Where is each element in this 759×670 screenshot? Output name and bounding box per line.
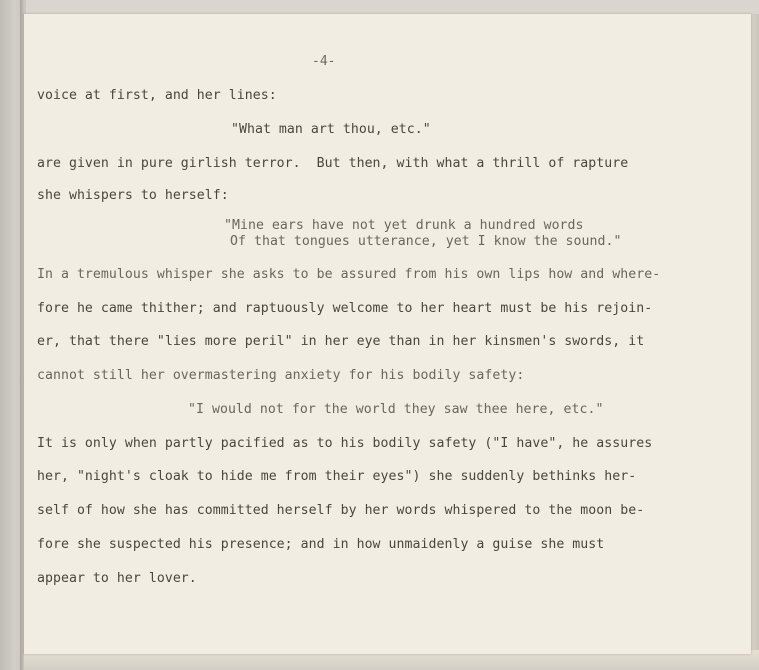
text-line: er, that there "lies more peril" in her eye than in her kinsmen's swords, it [37, 334, 645, 349]
quote-line: "I would not for the world they saw thee here, etc." [188, 402, 604, 417]
text-line: self of how she has committed herself by her words whispered to the moon be- [37, 503, 645, 518]
text-line: In a tremulous whisper she asks to be assured from his own lips how and where- [37, 267, 661, 282]
text-line: her, "night's cloak to hide me from their eyes") she suddenly bethinks her- [37, 469, 637, 484]
text-line: It is only when partly pacified as to his bodily safety ("I have", he assures [37, 436, 653, 451]
quote-line: Of that tongues utterance, yet I know the sound." [230, 234, 622, 249]
text-line: fore she suspected his presence; and in how unmaidenly a guise she must [37, 537, 605, 552]
text-line: fore he came thither; and raptuously welcome to her heart must be his rejoin- [37, 301, 653, 316]
text-line: are given in pure girlish terror. But then, with what a thrill of rapture [37, 156, 629, 171]
text-line: voice at first, and her lines: [37, 88, 277, 103]
quote-line: "Mine ears have not yet drunk a hundred words [224, 218, 584, 233]
page-number: -4- [312, 54, 336, 69]
quote-line: "What man art thou, etc." [231, 122, 431, 137]
text-line: appear to her lover. [37, 571, 197, 586]
text-line: cannot still her overmastering anxiety for his bodily safety: [37, 368, 525, 383]
text-line: she whispers to herself: [37, 188, 229, 203]
